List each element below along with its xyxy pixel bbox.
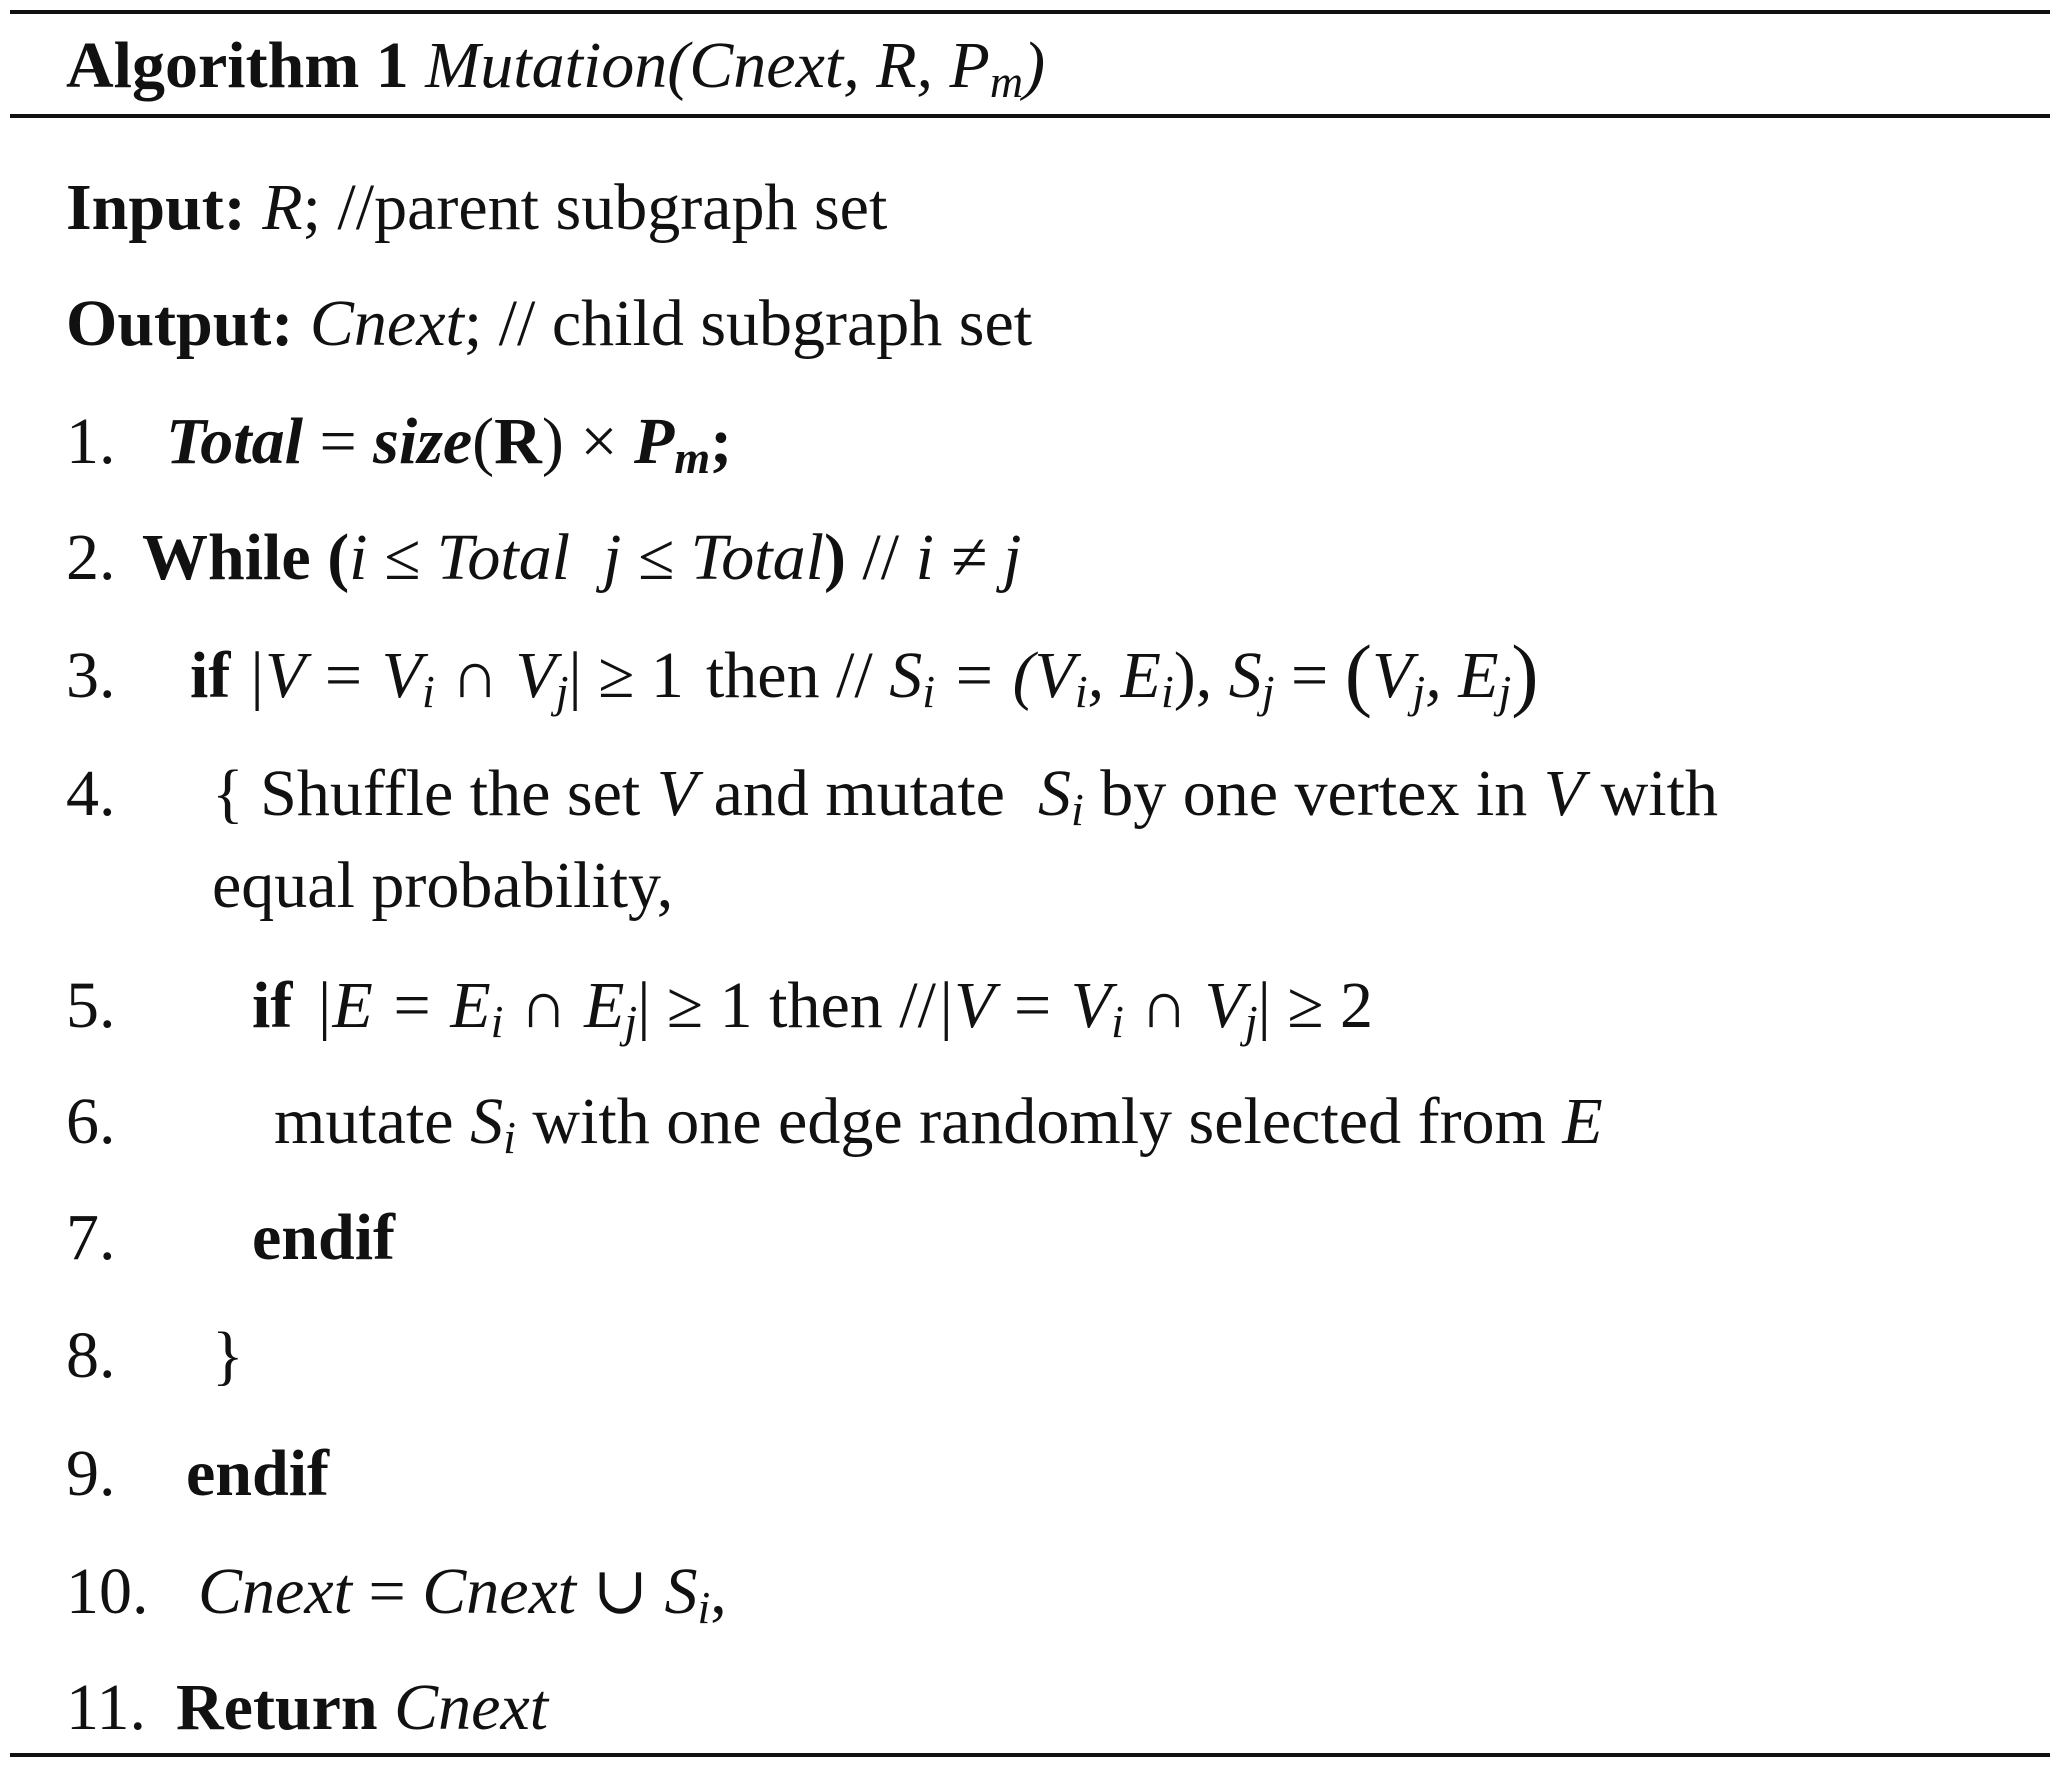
- step-7: [66, 1198, 395, 1278]
- step-1-times: ×: [563, 405, 635, 478]
- step-number: 1.: [66, 405, 116, 478]
- step-1-total: Total: [166, 405, 303, 478]
- while-keyword: While: [142, 521, 311, 594]
- step-6-s: S: [470, 1085, 504, 1158]
- step-5-cap2: ∩ V: [1123, 969, 1245, 1042]
- input-line: [66, 168, 887, 248]
- bottom-rule: [10, 1753, 2050, 1757]
- endif-keyword: endif: [186, 1437, 330, 1510]
- step-6: [66, 1082, 1603, 1162]
- step-3: [66, 628, 1539, 719]
- step-number: 7.: [66, 1201, 116, 1274]
- step-11-var: Cnext: [394, 1671, 549, 1744]
- step-3-eq1: = (V: [935, 639, 1075, 712]
- step-4-text-a: { Shuffle the set: [212, 757, 657, 830]
- output-var: Cnext: [309, 287, 464, 360]
- step-5-sub-j2: j: [1244, 996, 1258, 1047]
- step-5-sub-i: i: [490, 996, 504, 1047]
- step-8: [66, 1316, 244, 1396]
- algorithm-name: Mutation: [425, 29, 668, 102]
- step-9: [66, 1434, 329, 1514]
- step-3-ej-sub: j: [1498, 666, 1512, 717]
- step-number: 4.: [66, 757, 116, 830]
- step-3-si: S: [889, 639, 923, 712]
- step-3-sub-i: i: [421, 666, 435, 717]
- step-5-cond-b: | ≥ 1: [637, 969, 753, 1042]
- step-6-s-sub: i: [503, 1112, 516, 1163]
- step-3-cap: ∩ V: [434, 639, 556, 712]
- step-10-rhs: Cnext: [422, 1555, 577, 1628]
- step-number: 8.: [66, 1319, 116, 1392]
- step-4: [66, 754, 1718, 834]
- step-3-open2: (: [1344, 628, 1373, 719]
- step-2-comment: //: [845, 521, 916, 594]
- step-10-eq: =: [351, 1555, 423, 1628]
- if-keyword-nested: if: [252, 969, 293, 1042]
- step-2-condition: i ≤ Total j ≤ Total: [349, 521, 824, 594]
- step-4-s-sub: i: [1070, 784, 1084, 835]
- step-2-cond-close: ): [823, 521, 846, 594]
- step-5-sub-j: j: [624, 996, 638, 1047]
- step-3-comma: , E: [1087, 639, 1161, 712]
- algorithm-box: [10, 0, 2050, 1771]
- step-11: [66, 1668, 548, 1748]
- step-3-vi-sub: i: [1074, 666, 1088, 717]
- step-3-sub-j: j: [555, 666, 569, 717]
- algorithm-args: (Cnext, R, P: [667, 29, 990, 102]
- step-number: 2.: [66, 521, 116, 594]
- return-keyword: Return: [176, 1671, 378, 1744]
- step-5-cond-a: |E = E: [314, 969, 491, 1042]
- step-10-end: ,: [710, 1555, 727, 1628]
- step-4-text-b: and mutate: [697, 757, 1038, 830]
- step-10-lhs: Cnext: [198, 1555, 352, 1628]
- output-label: Output:: [66, 287, 294, 360]
- step-3-eq2: =: [1274, 639, 1345, 712]
- step-6-text-a: mutate: [274, 1085, 471, 1158]
- step-3-ei-sub: i: [1160, 666, 1174, 717]
- step-1-paren-close: ): [541, 405, 564, 478]
- header-rule: [10, 114, 2050, 118]
- output-line: [66, 284, 1032, 364]
- step-number: 10.: [66, 1555, 149, 1628]
- step-3-close2: ): [1511, 628, 1539, 719]
- step-3-sj: S: [1228, 639, 1262, 712]
- step-10-s: S: [664, 1555, 698, 1628]
- input-var: R: [262, 171, 303, 244]
- step-5-then: then //: [752, 969, 936, 1042]
- step-number: 11.: [66, 1671, 147, 1744]
- step-1-r: R: [494, 405, 542, 478]
- step-3-cond-a: |V = V: [246, 639, 422, 712]
- step-5-sub-i2: i: [1111, 996, 1124, 1047]
- step-5: [66, 966, 1373, 1046]
- top-rule: [10, 10, 2050, 14]
- step-2: [66, 518, 1022, 598]
- algorithm-args-close: ): [1023, 29, 1046, 102]
- step-number: 9.: [66, 1437, 116, 1510]
- step-1-end: ;: [710, 405, 733, 478]
- step-3-cond-b: | ≥ 1: [568, 639, 684, 712]
- step-5-cond-c: |V = V: [935, 969, 1112, 1042]
- step-3-vj-sub: j: [1412, 666, 1426, 717]
- algorithm-label: Algorithm 1: [66, 29, 409, 102]
- step-3-then: then //: [705, 639, 890, 712]
- step-number: 5.: [66, 969, 116, 1042]
- if-keyword: if: [190, 639, 231, 712]
- step-number: 3.: [66, 639, 116, 712]
- output-comment: ; // child subgraph set: [463, 287, 1033, 360]
- step-1-eq: =: [302, 405, 374, 478]
- step-3-sj-sub: j: [1261, 666, 1275, 717]
- step-4-text-c: by one vertex in: [1083, 757, 1544, 830]
- algorithm-title: [66, 22, 1045, 110]
- step-6-e: E: [1562, 1085, 1603, 1158]
- step-1-size: size: [373, 405, 473, 478]
- step-5-cap: ∩ E: [503, 969, 625, 1042]
- step-4-continuation: [212, 846, 673, 926]
- step-4-cont: equal probability,: [212, 849, 674, 922]
- step-3-vj: V: [1372, 639, 1413, 712]
- step-4-v2: V: [1543, 757, 1585, 830]
- step-1-paren-open: (: [472, 405, 495, 478]
- input-comment: ; //parent subgraph set: [302, 171, 888, 244]
- step-10-s-sub: i: [697, 1582, 711, 1633]
- step-5-cond-d: | ≥ 2: [1257, 969, 1374, 1042]
- step-4-v: V: [656, 757, 698, 830]
- step-10: [66, 1552, 727, 1632]
- step-1-p-subscript: m: [674, 432, 711, 483]
- step-4-s: S: [1037, 757, 1071, 830]
- input-label: Input:: [66, 171, 246, 244]
- step-3-si-sub: i: [922, 666, 936, 717]
- step-3-comma2: , E: [1425, 639, 1499, 712]
- step-10-cup: ∪: [576, 1555, 665, 1628]
- step-2-cond-open: (: [310, 521, 350, 594]
- step-number: 6.: [66, 1085, 116, 1158]
- endif-keyword-nested: endif: [252, 1201, 396, 1274]
- step-3-close1: ),: [1173, 639, 1229, 712]
- closing-brace: }: [212, 1319, 244, 1392]
- algorithm-args-subscript: m: [989, 56, 1024, 107]
- step-4-text-d: with: [1584, 757, 1718, 830]
- step-1-p: P: [634, 405, 675, 478]
- step-1: [66, 402, 732, 482]
- step-6-text-b: with one edge randomly selected from: [515, 1085, 1563, 1158]
- step-2-compare: i ≠ j: [915, 521, 1022, 594]
